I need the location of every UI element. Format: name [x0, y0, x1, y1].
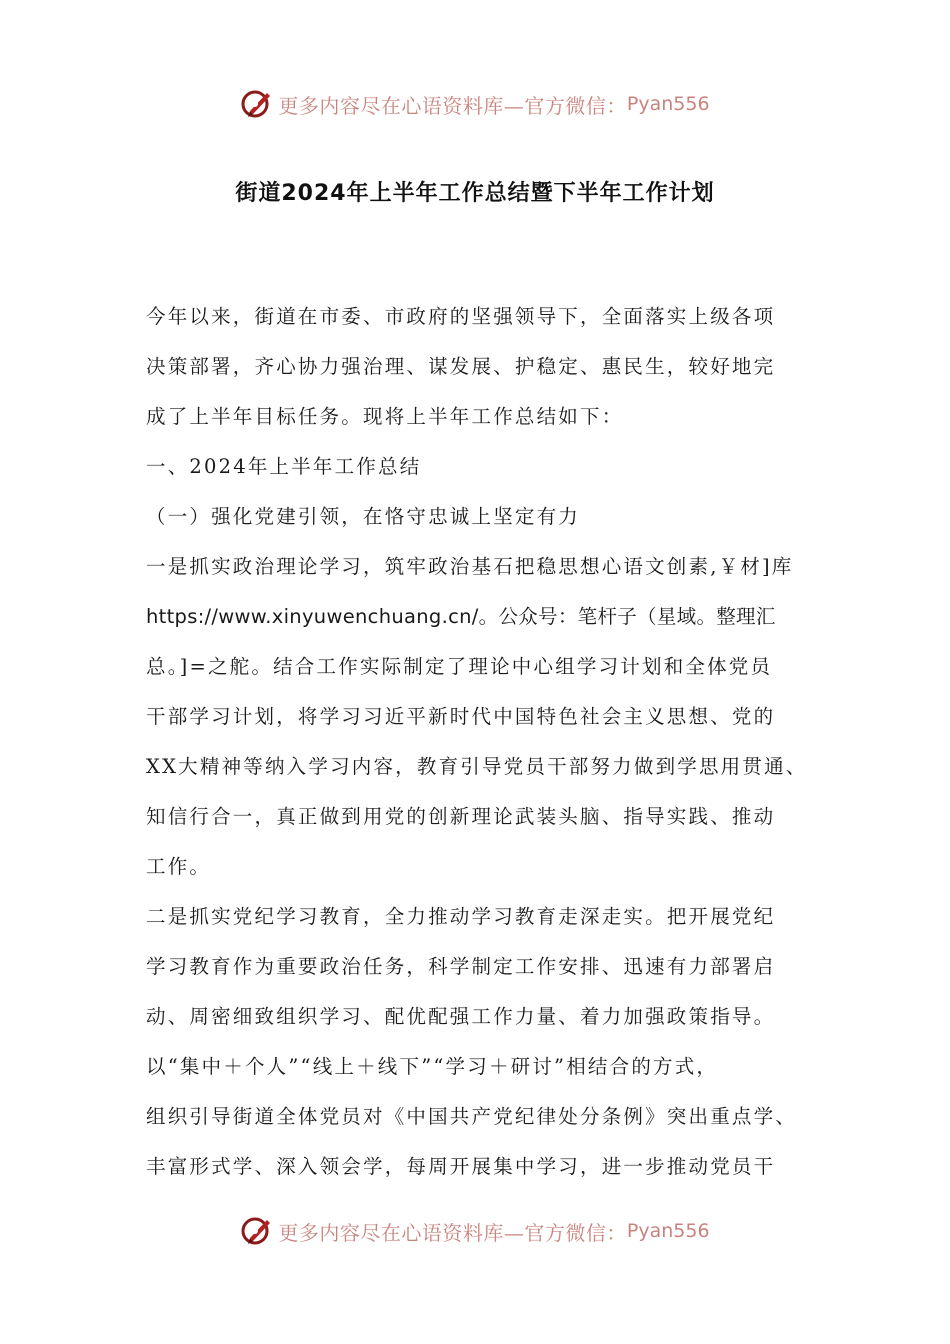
paragraph-line: 一是抓实政治理论学习，筑牢政治基石把稳思想心语文创素,￥材]库 [146, 555, 794, 578]
paragraph-line: 知信行合一，真正做到用党的创新理论武装头脑、指导实践、推动 [146, 805, 776, 828]
header-watermark [0, 84, 950, 124]
watermark-text: 更多内容尽在心语资料库—官方微信： [278, 1220, 627, 1245]
watermark-wechat-id: Pyan556 [626, 93, 710, 115]
paragraph-line: 丰富形式学、深入领会学，每周开展集中学习，进一步推动党员干 [146, 1155, 776, 1178]
paragraph-line: 二是抓实党纪学习教育，全力推动学习教育走深走实。把开展党纪 [146, 905, 776, 928]
paragraph-line: 组织引导街道全体党员对《中国共产党纪律处分条例》突出重点学、 [146, 1105, 798, 1128]
paragraph-line: 今年以来，街道在市委、市政府的坚强领导下，全面落实上级各项 [146, 305, 776, 328]
paragraph-line-url: https://www.xinyuwenchuang.cn/。公众号：笔杆子（星域。整理汇 [146, 605, 776, 628]
paragraph-line: 总。]=之舵。结合工作实际制定了理论中心组学习计划和全体党员 [146, 655, 773, 678]
paragraph-line: 干部学习计划，将学习习近平新时代中国特色社会主义思想、党的 [146, 705, 776, 728]
paragraph-line: 决策部署，齐心协力强治理、谋发展、护稳定、惠民生，较好地完 [146, 355, 776, 378]
section-heading: 一、2024年上半年工作总结 [146, 455, 422, 478]
paragraph-line: 学习教育作为重要政治任务，科学制定工作安排、迅速有力部署启 [146, 955, 776, 978]
watermark-text: 更多内容尽在心语资料库—官方微信： [278, 93, 627, 118]
subsection-heading: （一）强化党建引领，在恪守忠诚上坚定有力 [146, 505, 581, 528]
paragraph-line: 以“集中＋个人”“线上＋线下”“学习＋研讨”相结合的方式， [146, 1055, 719, 1078]
document-title: 街道2024年上半年工作总结暨下半年工作计划 [235, 181, 715, 206]
document-body [146, 298, 822, 1198]
paragraph-line: 动、周密细致组织学习、配优配强工作力量、着力加强政策指导。 [146, 1005, 776, 1028]
paragraph-line: 成了上半年目标任务。现将上半年工作总结如下： [146, 405, 624, 428]
pen-logo-icon [240, 87, 274, 121]
paragraph-line: XX大精神等纳入学习内容，教育引导党员干部努力做到学思用贯通、 [146, 755, 808, 778]
paragraph-line: 工作。 [146, 855, 212, 878]
pen-logo-icon [240, 1214, 274, 1248]
footer-watermark [0, 1211, 950, 1251]
watermark-wechat-id: Pyan556 [626, 1220, 710, 1242]
